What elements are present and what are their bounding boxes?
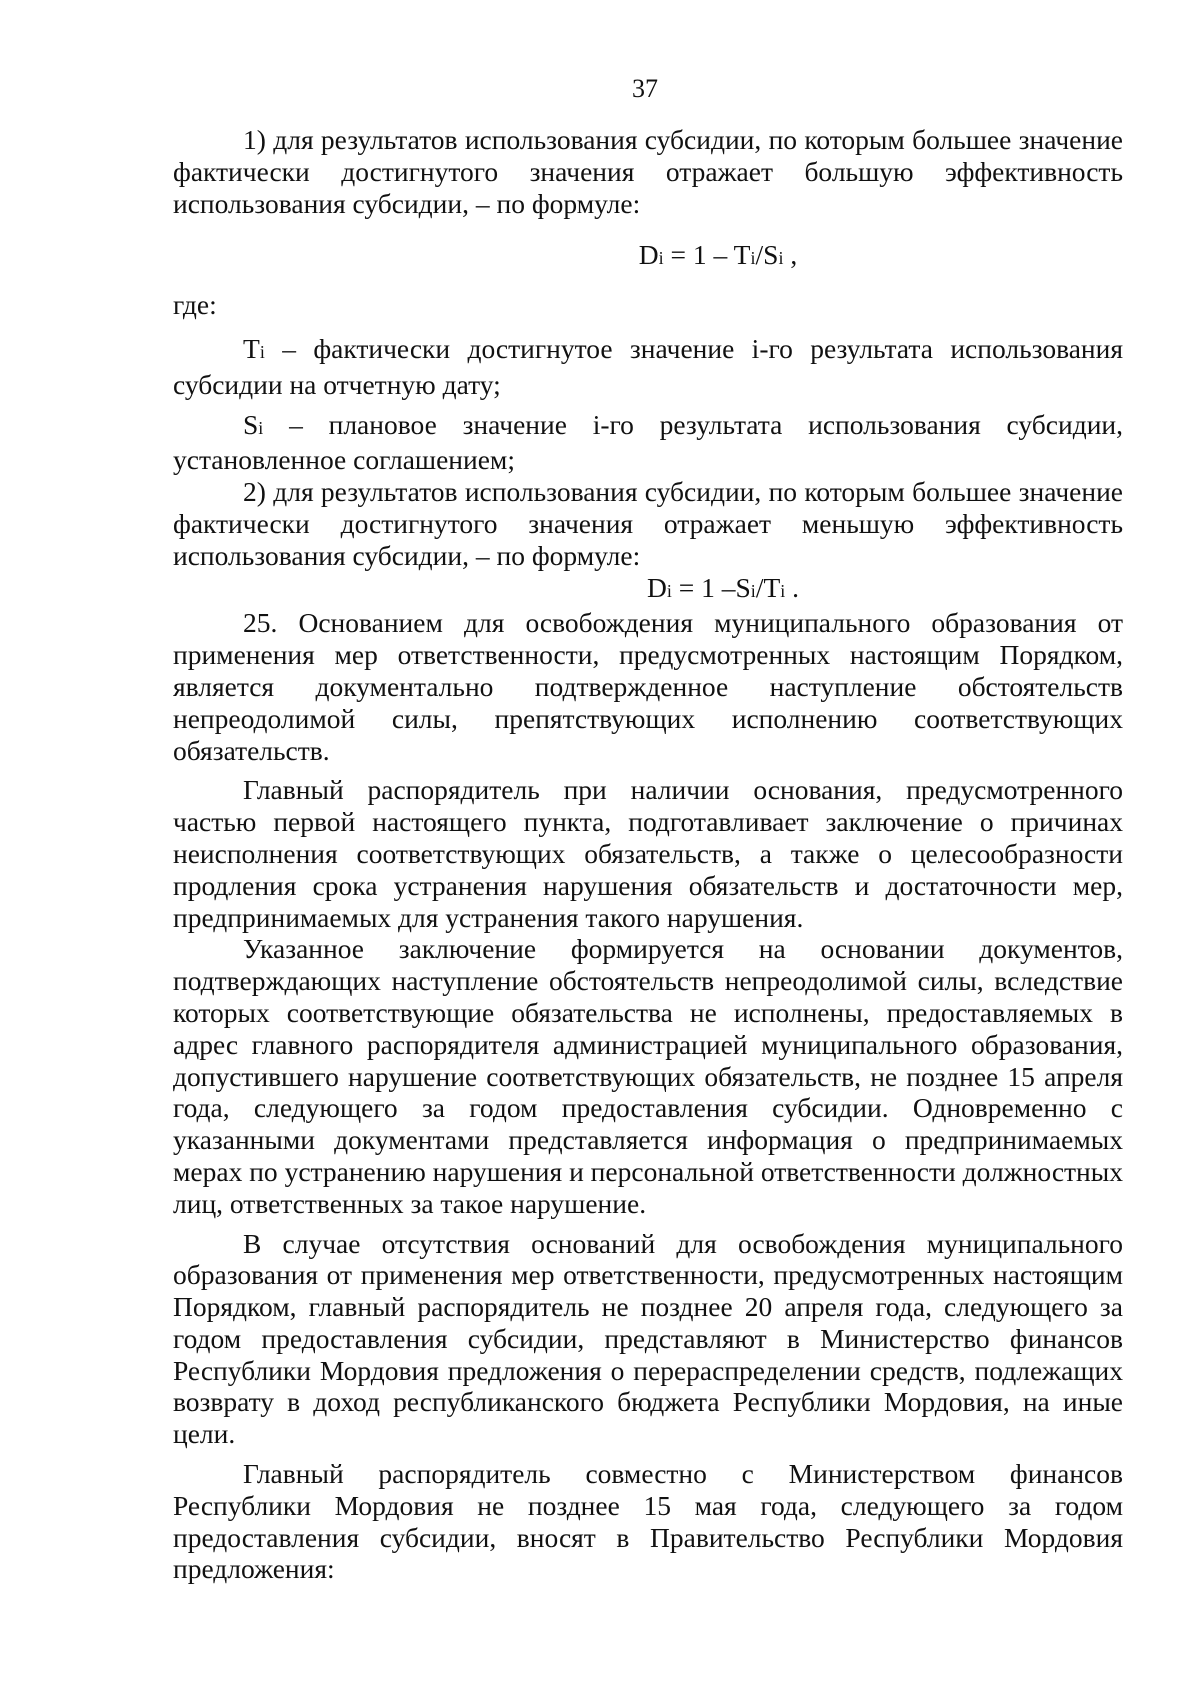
formula-1-sub-3: i	[778, 248, 784, 269]
formula-2-sub-1: i	[666, 580, 672, 601]
paragraph-chief-manager: Главный распорядитель при наличии основания, предусмотренного частью первой настоящего пункта, подготавливает заключение о причинах неисполнения соответствующих обязательств, а также о целесообразности продления срока устранения нарушения обязательств и достаточности мер, предпринимаемых для устранения такого нарушения.	[173, 774, 1123, 933]
formula-1-d: D	[638, 239, 659, 271]
definition-t-text: – фактически достигнутое значение i-го результата использования субсидии на отчетную дату;	[173, 332, 1123, 400]
definition-t-sub: i	[259, 341, 265, 362]
paragraph-result-greater-worse: 2) для результатов использования субсидии, по которым большее значение фактически достигнутого значения отражает меньшую эффективность использования субсидии, – по формуле:	[173, 476, 1123, 571]
formula-2-sub-2: i	[750, 580, 756, 601]
formula-2-mid: = 1 –S	[671, 571, 751, 603]
paragraph-absence-of-grounds: В случае отсутствия оснований для освобождения муниципального образования от применения мер ответственности, предусмотренных настоящим Порядком, главный распорядитель не позднее 20 апреля года, следующего за годом предоставления субсидии, представляют в Министерство финансов Республики Мордовия предложения о перераспределении средств, подлежащих возврату в доход республиканского бюджета Республики Мордовия, на иные цели.	[173, 1227, 1123, 1450]
formula-1-sub-2: i	[750, 248, 756, 269]
document-body	[173, 124, 1123, 1585]
definition-s	[173, 409, 1123, 477]
definition-s-text: – плановое значение i-го результата использования субсидии, установленное соглашением;	[173, 408, 1123, 476]
formula-1-sub-1: i	[658, 248, 664, 269]
formula-2-d: D	[646, 571, 667, 603]
definition-s-letter: S	[243, 408, 259, 440]
definition-t-letter: T	[243, 332, 260, 364]
formula-1-end: ,	[783, 239, 798, 271]
page-number: 37	[632, 74, 658, 103]
formula-2-end: .	[785, 571, 800, 603]
paragraph-result-greater-better: 1) для результатов использования субсидии, по которым большее значение фактически достигнутого значения отражает большую эффективность использования субсидии, – по формуле:	[173, 124, 1123, 219]
formula-2-sub-3: i	[780, 580, 786, 601]
paragraph-conclusion: Указанное заключение формируется на основании документов, подтверждающих наступление обстоятельств непреодолимой силы, вследствие которых соответствующие обязательства не исполнены, предоставляемых в адрес главного распорядителя администрацией муниципального образования, допустившего нарушение соответствующих обязательств, не позднее 15 апреля года, следующего за годом предоставления субсидии. Одновременно с указанными документами представляется информация о предпринимаемых мерах по устранению нарушения и персональной ответственности должностных лиц, ответственных за такое нарушение.	[173, 933, 1123, 1219]
formula-2-div: /T	[755, 571, 781, 603]
formula-1-div: /S	[755, 239, 779, 271]
formula-2	[173, 572, 1123, 608]
definition-s-sub: i	[258, 417, 264, 438]
definition-t	[173, 333, 1123, 401]
formula-1	[173, 239, 1123, 275]
paragraph-25: 25. Основанием для освобождения муниципального образования от применения мер ответственности, предусмотренных настоящим Порядком, является документально подтвержденное наступление обстоятельств непреодолимой силы, препятствующих исполнению соответствующих обязательств.	[173, 607, 1123, 766]
formula-1-mid: = 1 – T	[663, 239, 751, 271]
where-label: где:	[173, 289, 217, 321]
paragraph-joint-proposals: Главный распорядитель совместно с Министерством финансов Республики Мордовия не позднее 15 мая года, следующего за годом предоставления субсидии, вносят в Правительство Республики Мордовия предложения:	[173, 1458, 1123, 1585]
